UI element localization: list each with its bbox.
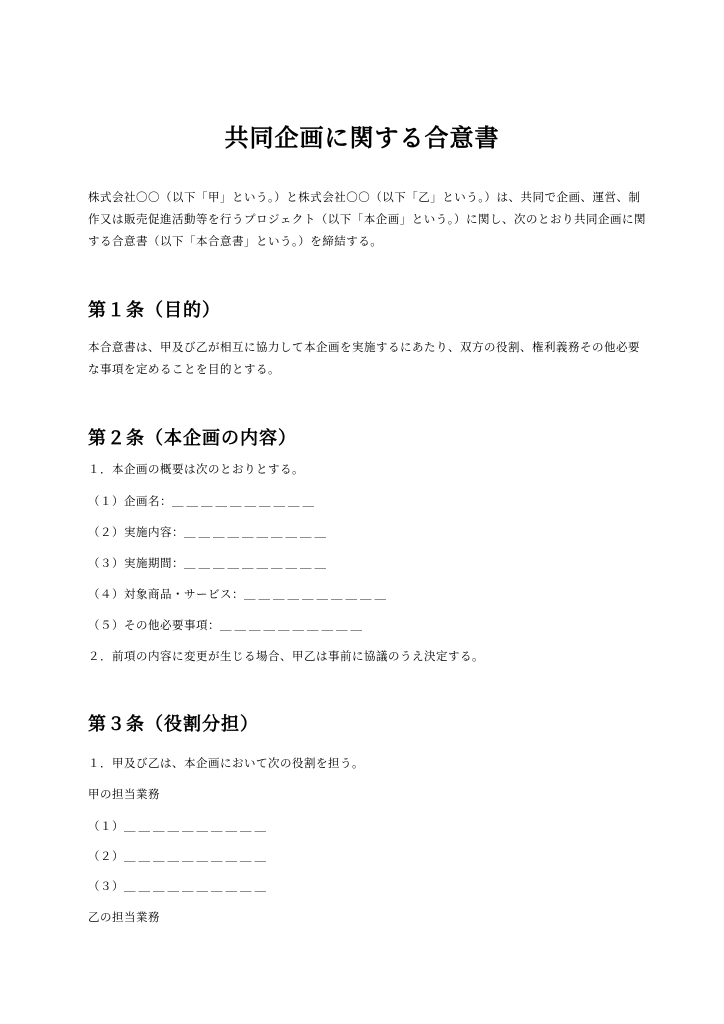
article-2-subitem-1	[88, 493, 317, 509]
preamble-paragraph: 株式会社〇〇（以下「甲」という。）と株式会社〇〇（以下「乙」という。）は、共同で企画、運営、制作又は販売促進活動等を行うプロジェクト（以下「本企画」という。）に関し、次のとおり共同企画に関する合意書（以下「本合意書」という。）を締結する。	[88, 190, 647, 248]
party-a-duties-label: 甲の担当業務	[88, 787, 160, 801]
subitem-label: （３）実施期間：	[88, 556, 184, 570]
subitem-label: （１）	[88, 819, 124, 833]
article-1-body: 本合意書は、甲及び乙が相互に協力して本企画を実施するにあたり、双方の役割、権利義務その他必要な事項を定めることを目的とする。	[88, 340, 640, 376]
party-a-duty-2	[88, 848, 269, 864]
article-2-item-2: ２．前項の内容に変更が生じる場合、甲乙は事前に協議のうえ決定する。	[88, 649, 484, 663]
fill-in-blank: ＿＿＿＿＿＿＿＿＿＿	[184, 525, 329, 539]
party-a-duty-3	[88, 878, 269, 894]
subitem-label: （２）	[88, 849, 124, 863]
article-2-subitem-3	[88, 555, 329, 571]
fill-in-blank: ＿＿＿＿＿＿＿＿＿＿	[184, 556, 329, 570]
party-a-duty-1	[88, 818, 269, 834]
subitem-label: （３）	[88, 879, 124, 893]
fill-in-blank: ＿＿＿＿＿＿＿＿＿＿	[220, 618, 365, 632]
fill-in-blank: ＿＿＿＿＿＿＿＿＿＿	[244, 587, 389, 601]
fill-in-blank: ＿＿＿＿＿＿＿＿＿＿	[124, 819, 269, 833]
article-2-subitem-5	[88, 617, 365, 633]
party-b-duties-label: 乙の担当業務	[88, 910, 160, 924]
article-1-heading: 第１条（目的）	[88, 300, 221, 321]
subitem-label: （４）対象商品・サービス：	[88, 587, 244, 601]
fill-in-blank: ＿＿＿＿＿＿＿＿＿＿	[124, 879, 269, 893]
article-2-subitem-4	[88, 586, 389, 602]
article-2-subitem-2	[88, 524, 329, 540]
subitem-label: （１）企画名：	[88, 494, 172, 508]
subitem-label: （５）その他必要事項：	[88, 618, 220, 632]
article-2-item-1: １．本企画の概要は次のとおりとする。	[88, 462, 304, 476]
article-3-heading: 第３条（役割分担）	[88, 714, 259, 735]
fill-in-blank: ＿＿＿＿＿＿＿＿＿＿	[172, 494, 317, 508]
article-2-heading: 第２条（本企画の内容）	[88, 428, 297, 449]
article-3-item-1: １．甲及び乙は、本企画において次の役割を担う。	[88, 756, 364, 770]
document-title: 共同企画に関する合意書	[224, 124, 500, 152]
fill-in-blank: ＿＿＿＿＿＿＿＿＿＿	[124, 849, 269, 863]
subitem-label: （２）実施内容：	[88, 525, 184, 539]
